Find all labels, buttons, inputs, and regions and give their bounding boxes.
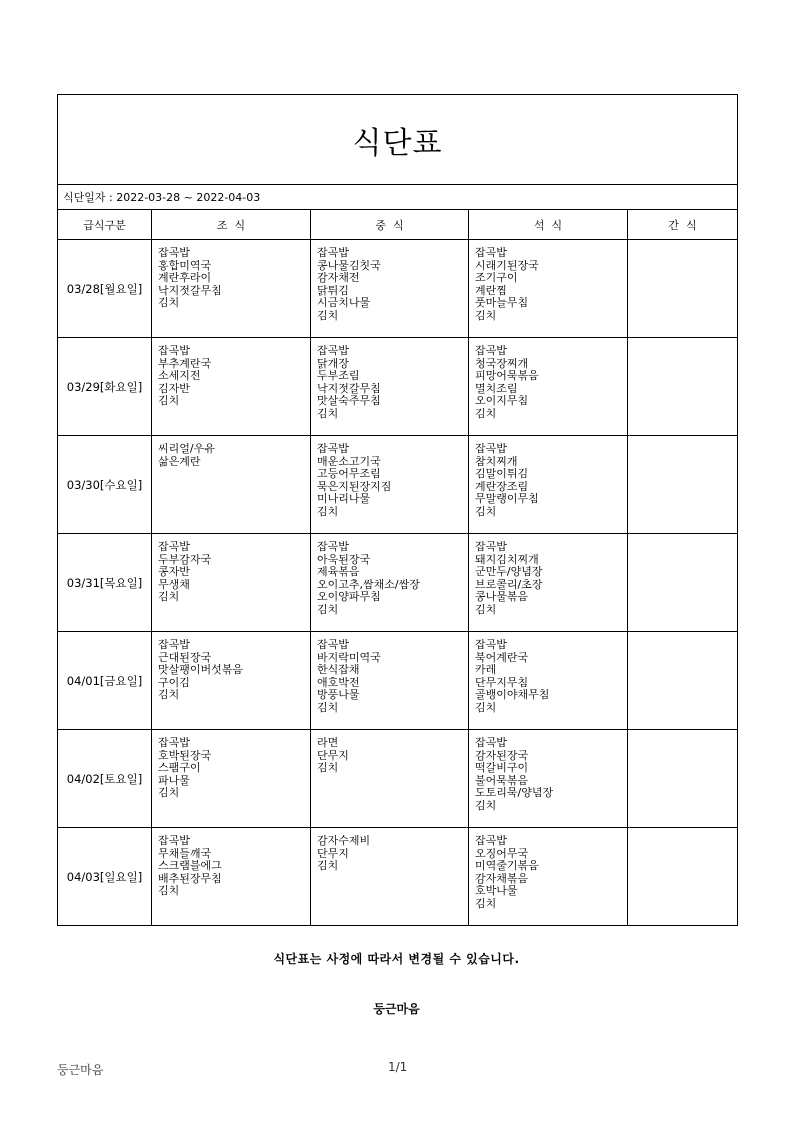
menu-item: 풋마늘무침 bbox=[475, 297, 529, 309]
lunch-cell bbox=[311, 534, 469, 632]
menu-item: 잡곡밥 bbox=[475, 737, 507, 749]
menu-item: 멸치조림 bbox=[475, 382, 518, 395]
period-cell bbox=[58, 185, 738, 210]
menu-sheet bbox=[57, 94, 737, 926]
dinner-cell bbox=[469, 240, 628, 338]
menu-item: 스팸구이 bbox=[158, 762, 201, 774]
menu-item: 잡곡밥 bbox=[475, 443, 507, 455]
day-row bbox=[58, 338, 738, 436]
menu-item: 단무지 bbox=[317, 749, 349, 762]
menu-item: 잡곡밥 bbox=[158, 247, 190, 259]
menu-item: 잡곡밥 bbox=[317, 639, 349, 651]
menu-item: 김치 bbox=[475, 799, 497, 812]
menu-item: 맛살팽이버섯볶음 bbox=[158, 664, 244, 676]
day-row bbox=[58, 730, 738, 828]
menu-item: 두부감자국 bbox=[158, 553, 212, 566]
breakfast-cell bbox=[152, 534, 311, 632]
menu-item: 김치 bbox=[475, 701, 497, 714]
menu-item: 오징어무국 bbox=[475, 847, 529, 860]
menu-item: 잡곡밥 bbox=[475, 639, 507, 651]
menu-item: 애호박전 bbox=[317, 676, 360, 689]
menu-item: 피망어묵볶음 bbox=[475, 370, 539, 382]
menu-item: 닭튀김 bbox=[317, 284, 349, 297]
dinner-cell bbox=[469, 436, 628, 534]
menu-item: 도토리묵/양념장 bbox=[475, 787, 554, 799]
menu-item: 부추계란국 bbox=[158, 357, 212, 370]
menu-item: 청국장찌개 bbox=[475, 357, 529, 370]
menu-item: 감자채전 bbox=[317, 272, 360, 284]
menu-item: 잡곡밥 bbox=[317, 541, 349, 553]
menu-item: 김말이튀김 bbox=[475, 468, 529, 480]
menu-item: 한식잡채 bbox=[317, 664, 360, 676]
menu-item: 방풍나물 bbox=[317, 689, 360, 701]
menu-item: 잡곡밥 bbox=[158, 835, 190, 847]
header-row bbox=[58, 210, 738, 240]
menu-item: 파나물 bbox=[158, 774, 190, 787]
menu-item: 잡곡밥 bbox=[158, 345, 190, 357]
menu-item: 미역줄기볶음 bbox=[475, 860, 539, 872]
menu-item: 계란후라이 bbox=[158, 272, 212, 284]
breakfast-cell bbox=[152, 828, 311, 926]
menu-item: 오이양파무침 bbox=[317, 591, 381, 603]
header-snack: 간 식 bbox=[628, 210, 738, 240]
dinner-cell bbox=[469, 338, 628, 436]
lunch-cell bbox=[311, 338, 469, 436]
menu-item: 떡갈비구이 bbox=[475, 762, 529, 774]
day-row bbox=[58, 436, 738, 534]
menu-item: 맛살숙주무침 bbox=[317, 395, 381, 407]
menu-item: 잡곡밥 bbox=[158, 541, 190, 553]
date-cell: 04/01[금요일] bbox=[58, 632, 152, 730]
menu-item: 소세지전 bbox=[158, 370, 201, 382]
menu-item: 김치 bbox=[158, 689, 180, 701]
menu-item: 김치 bbox=[317, 309, 339, 322]
menu-item: 잡곡밥 bbox=[475, 345, 507, 357]
menu-item: 카레 bbox=[475, 664, 497, 676]
menu-item: 콩나물볶음 bbox=[475, 591, 529, 603]
menu-item: 씨리얼/우유 bbox=[158, 443, 215, 455]
menu-item: 오이지무침 bbox=[475, 395, 529, 407]
menu-item: 콩자반 bbox=[158, 566, 190, 578]
menu-item: 근대된장국 bbox=[158, 651, 212, 664]
day-row bbox=[58, 632, 738, 730]
lunch-cell bbox=[311, 436, 469, 534]
menu-item: 바지락미역국 bbox=[317, 651, 381, 664]
menu-item: 스크램블에그 bbox=[158, 860, 222, 872]
menu-item: 김치 bbox=[158, 395, 180, 407]
menu-item: 김치 bbox=[158, 591, 180, 603]
menu-item: 김치 bbox=[158, 885, 180, 897]
menu-item: 브로콜리/초장 bbox=[475, 578, 543, 591]
date-cell: 04/02[토요일] bbox=[58, 730, 152, 828]
menu-item: 배추된장무침 bbox=[158, 872, 222, 885]
page-title: 식단표 bbox=[352, 125, 443, 161]
header-lunch: 중 식 bbox=[311, 210, 469, 240]
date-cell: 03/28[월요일] bbox=[58, 240, 152, 338]
menu-item: 계란장조림 bbox=[475, 480, 529, 493]
breakfast-cell bbox=[152, 436, 311, 534]
menu-item: 김자반 bbox=[158, 382, 190, 395]
menu-item: 고등어무조림 bbox=[317, 468, 381, 480]
menu-item: 묵은지된장지짐 bbox=[317, 480, 392, 493]
menu-item: 감자수제비 bbox=[317, 835, 371, 847]
lunch-cell bbox=[311, 730, 469, 828]
breakfast-cell bbox=[152, 338, 311, 436]
snack-cell bbox=[628, 436, 738, 534]
menu-item: 북어계란국 bbox=[475, 651, 529, 664]
menu-item: 무말랭이무침 bbox=[475, 493, 539, 505]
menu-table bbox=[57, 94, 738, 926]
dinner-cell bbox=[469, 828, 628, 926]
lunch-cell bbox=[311, 240, 469, 338]
snack-cell bbox=[628, 828, 738, 926]
menu-item: 계란찜 bbox=[475, 284, 507, 297]
snack-cell bbox=[628, 730, 738, 828]
date-cell: 03/29[화요일] bbox=[58, 338, 152, 436]
menu-item: 조기구이 bbox=[475, 272, 518, 284]
day-row bbox=[58, 534, 738, 632]
menu-item: 김치 bbox=[158, 297, 180, 309]
menu-item: 오이고추,쌈채소/쌈장 bbox=[317, 578, 420, 591]
menu-item: 낙지젓갈무침 bbox=[317, 382, 381, 395]
menu-item: 무생채 bbox=[158, 578, 190, 591]
menu-item: 홍합미역국 bbox=[158, 259, 212, 272]
header-breakfast: 조 식 bbox=[152, 210, 311, 240]
snack-cell bbox=[628, 338, 738, 436]
menu-item: 무채들깨국 bbox=[158, 847, 212, 860]
menu-item: 김치 bbox=[475, 603, 497, 616]
header-category: 급식구분 bbox=[58, 210, 152, 240]
menu-item: 김치 bbox=[317, 860, 339, 872]
menu-item: 감자채볶음 bbox=[475, 872, 529, 885]
breakfast-cell bbox=[152, 240, 311, 338]
menu-item: 시래기된장국 bbox=[475, 259, 539, 272]
menu-item: 잡곡밥 bbox=[158, 737, 190, 749]
menu-item: 잡곡밥 bbox=[475, 247, 507, 259]
menu-item: 김치 bbox=[475, 407, 497, 420]
menu-item: 삶은계란 bbox=[158, 455, 201, 468]
menu-item: 잡곡밥 bbox=[158, 639, 190, 651]
header-dinner: 석 식 bbox=[469, 210, 628, 240]
menu-item: 라면 bbox=[317, 737, 339, 749]
menu-item: 닭개장 bbox=[317, 357, 349, 370]
day-row bbox=[58, 828, 738, 926]
menu-item: 호박된장국 bbox=[158, 749, 212, 762]
menu-item: 매운소고기국 bbox=[317, 455, 381, 468]
menu-item: 두부조림 bbox=[317, 370, 360, 382]
organization-name: 둥근마음 bbox=[373, 1002, 420, 1016]
lunch-cell bbox=[311, 632, 469, 730]
title-cell bbox=[58, 95, 738, 185]
menu-item: 김치 bbox=[158, 787, 180, 799]
menu-item: 아욱된장국 bbox=[317, 553, 371, 566]
dinner-cell bbox=[469, 632, 628, 730]
menu-item: 구이김 bbox=[158, 676, 190, 689]
notice-text: 식단표는 사정에 따라서 변경될 수 있습니다. bbox=[273, 952, 520, 966]
menu-item: 단무지무침 bbox=[475, 676, 529, 689]
menu-item: 단무지 bbox=[317, 847, 349, 860]
snack-cell bbox=[628, 632, 738, 730]
page-number: 1/1 bbox=[388, 1060, 408, 1074]
dinner-cell bbox=[469, 534, 628, 632]
menu-item: 콩나물김칫국 bbox=[317, 259, 381, 272]
menu-item: 김치 bbox=[317, 407, 339, 420]
menu-item: 잡곡밥 bbox=[475, 835, 507, 847]
breakfast-cell bbox=[152, 632, 311, 730]
menu-item: 참치찌개 bbox=[475, 455, 518, 468]
period-text: 식단일자 : 2022-03-28 ~ 2022-04-03 bbox=[63, 191, 261, 204]
snack-cell bbox=[628, 534, 738, 632]
footer-organization: 둥근마음 bbox=[57, 1063, 104, 1077]
menu-item: 김치 bbox=[317, 762, 339, 774]
menu-item: 김치 bbox=[317, 505, 339, 518]
menu-item: 감자된장국 bbox=[475, 749, 529, 762]
menu-item: 돼지김치찌개 bbox=[475, 553, 539, 566]
date-cell: 03/30[수요일] bbox=[58, 436, 152, 534]
menu-item: 김치 bbox=[317, 701, 339, 714]
menu-item: 잡곡밥 bbox=[475, 541, 507, 553]
menu-item: 김치 bbox=[475, 897, 497, 910]
snack-cell bbox=[628, 240, 738, 338]
lunch-cell bbox=[311, 828, 469, 926]
menu-item: 불어묵볶음 bbox=[475, 774, 529, 787]
dinner-cell bbox=[469, 730, 628, 828]
date-cell: 03/31[목요일] bbox=[58, 534, 152, 632]
menu-item: 호박나물 bbox=[475, 885, 518, 897]
menu-item: 김치 bbox=[317, 603, 339, 616]
menu-item: 김치 bbox=[475, 309, 497, 322]
menu-item: 미나리나물 bbox=[317, 493, 371, 505]
menu-item: 시금치나물 bbox=[317, 297, 371, 309]
menu-item: 낙지젓갈무침 bbox=[158, 284, 222, 297]
menu-item: 잡곡밥 bbox=[317, 247, 349, 259]
menu-item: 군만두/양념장 bbox=[475, 566, 543, 578]
date-cell: 04/03[일요일] bbox=[58, 828, 152, 926]
day-row bbox=[58, 240, 738, 338]
menu-item: 잡곡밥 bbox=[317, 443, 349, 455]
menu-item: 잡곡밥 bbox=[317, 345, 349, 357]
menu-item: 김치 bbox=[475, 505, 497, 518]
menu-item: 골뱅이야채무침 bbox=[475, 689, 550, 701]
menu-item: 제육볶음 bbox=[317, 566, 360, 578]
breakfast-cell bbox=[152, 730, 311, 828]
